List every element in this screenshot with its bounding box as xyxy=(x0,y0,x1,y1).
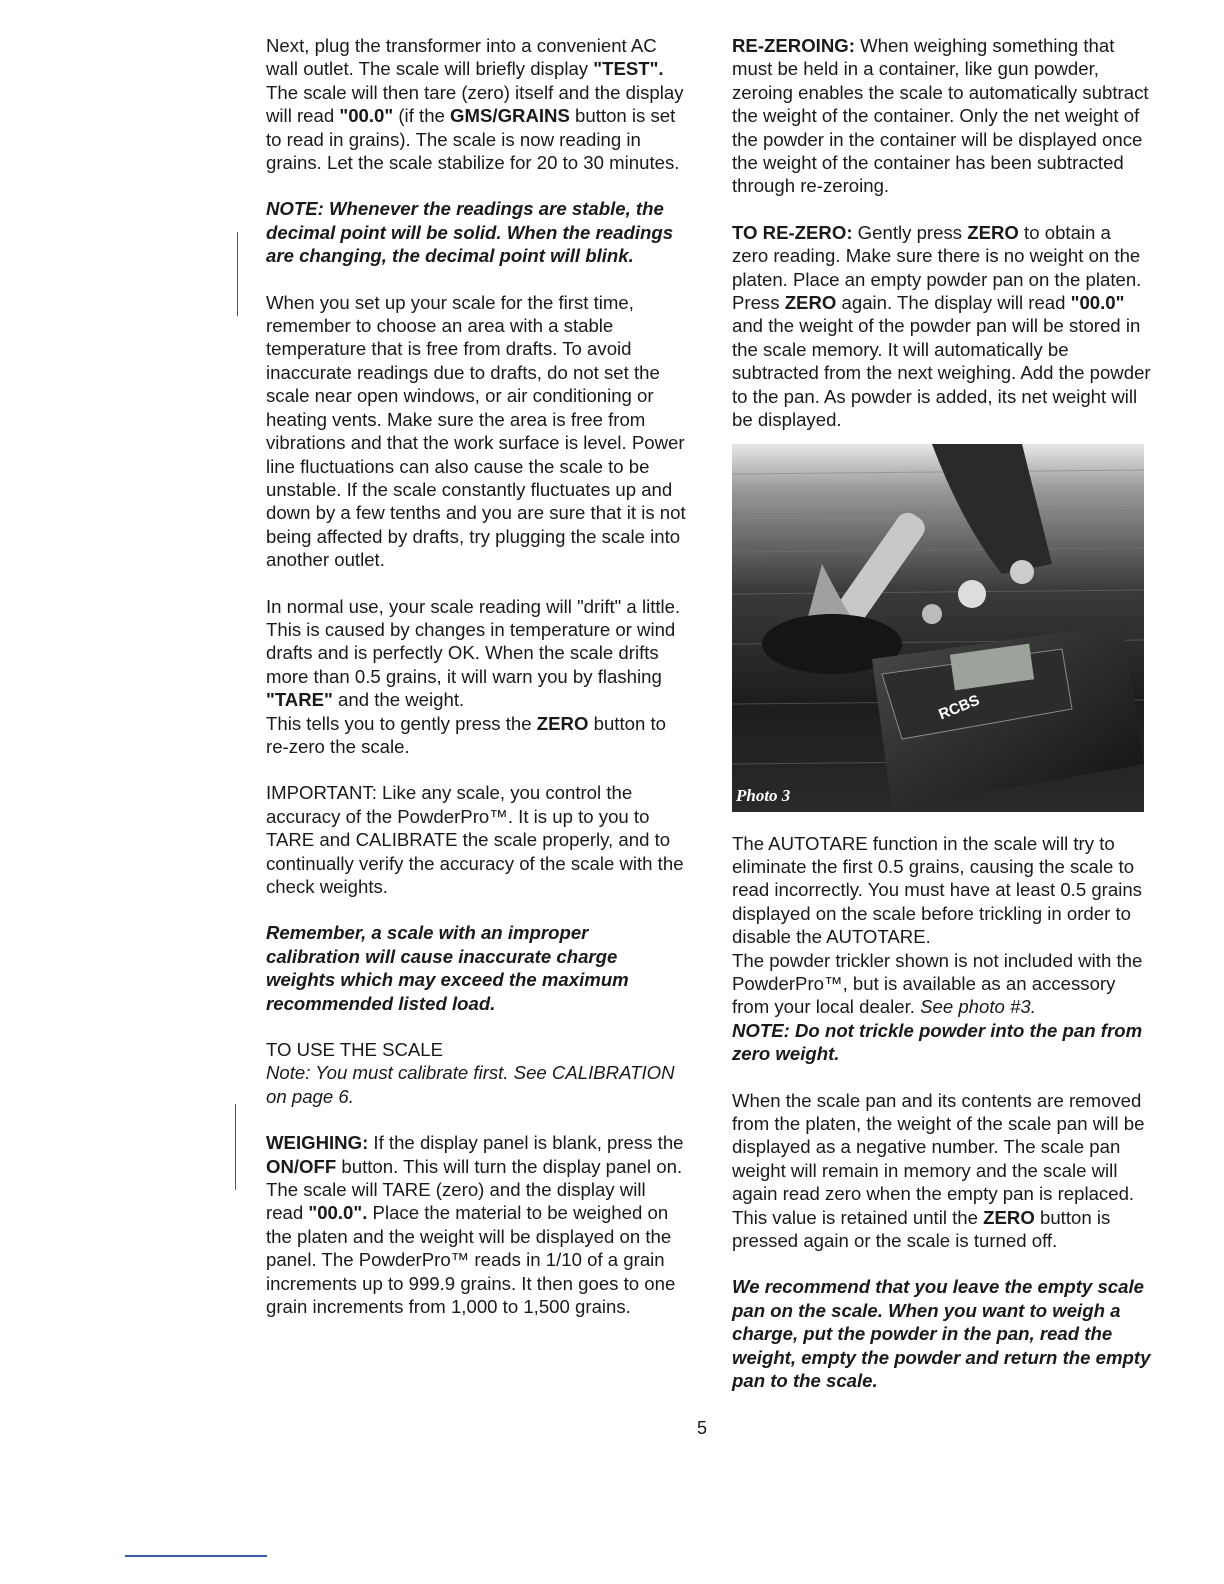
weighing-paragraph: WEIGHING: If the display panel is blank, press the ON/OFF button. This will turn the display panel on. The scale will TARE (zero) and the display will read "00.0". Place the material to be weighed on the platen and the weight will be displayed on the panel. The PowderPro™ reads in 1/10 of a grain increments up to 999.9 grains. It then goes to one grain increments from 1,000 to 1,500 grains. xyxy=(266,1132,684,1318)
trickle-note: NOTE: Do not trickle powder into the pan from zero weight. xyxy=(732,1019,1143,1065)
use-scale-heading: TO USE THE SCALE xyxy=(266,1039,444,1061)
trickler-paragraph: The powder trickler shown is not included with the PowderPro™, but is available as an accessory from your local dealer. See photo #3. xyxy=(732,949,1143,1018)
calibrate-first-note: Note: You must calibrate first. See CALIBRATION on page 6. xyxy=(266,1062,675,1107)
pan-removed-paragraph: When the scale pan and its contents are removed from the platen, the weight of the scale pan will be displayed as a negative number. The scale pan weight will remain in memory and the scale will again read zero when the empty pan is replaced. This value is retained until the ZERO button is pressed again or the scale is turned off. xyxy=(732,1089,1145,1251)
photo-brand-label: RCBS xyxy=(936,691,983,723)
autotare-paragraph: The AUTOTARE function in the scale will try to eliminate the first 0.5 grains, causing the scale to read incorrectly. You must have at least 0.5 grains displayed on the scale before trickling in order to disable the AUTOTARE. xyxy=(732,832,1142,948)
left-column xyxy=(266,34,686,1342)
page-number: 5 xyxy=(697,1418,708,1438)
scale-photo-illustration xyxy=(732,444,1144,812)
rezeroing-paragraph: RE-ZEROING: When weighing something that must be held in a container, like gun powder, zeroing enables the scale to automatically subtract the weight of the container. Only the net weight of the powder in the container will be displayed once the weight of the container has been subtracted through re-zeroing. xyxy=(732,35,1149,197)
right-column xyxy=(732,34,1152,1415)
calibration-warning: Remember, a scale with an improper calibration will cause inaccurate charge weights which may exceed the maximum recommended listed load. xyxy=(266,922,629,1014)
margin-bracket-top xyxy=(237,232,238,316)
decimal-point-note: NOTE: Whenever the readings are stable, the decimal point will be solid. When the readings are changing, the decimal point will blink. xyxy=(266,198,674,267)
setup-paragraph: Next, plug the transformer into a convenient AC wall outlet. The scale will briefly display "TEST". The scale will then tare (zero) itself and the display will read "00.0" (if the GMS/GRAINS button is set to read in grains). The scale is now reading in grains. Let the scale stabilize for 20 to 30 minutes. xyxy=(266,35,684,174)
location-paragraph: When you set up your scale for the first time, remember to choose an area with a stable temperature that is free from drafts. To avoid inaccurate readings due to drafts, do not set the scale near open windows, or air conditioning or heating vents. Make sure the area is free from vibrations and that the work surface is level. Power line fluctuations can also cause the scale to be unstable. If the scale constantly fluctuates up and down by a few tenths and you are sure that it is not being affected by drafts, try plugging the scale into another outlet. xyxy=(266,291,686,571)
recommendation-paragraph: We recommend that you leave the empty scale pan on the scale. When you want to weigh a charge, put the powder in the pan, read the weight, empty the powder and return the empty pan to the scale. xyxy=(732,1276,1151,1392)
footer-rule xyxy=(125,1555,267,1557)
to-rezero-paragraph: TO RE-ZERO: Gently press ZERO to obtain a zero reading. Make sure there is no weight on the platen. Place an empty powder pan on the platen. Press ZERO again. The display will read "00.0" and the weight of the powder pan will be stored in the scale memory. It will automatically be subtracted from the next weighing. Add the powder to the pan. As powder is added, its net weight will be displayed. xyxy=(732,221,1151,431)
rezero-hint-paragraph: This tells you to gently press the ZERO button to re-zero the scale. xyxy=(266,712,666,757)
drift-paragraph: In normal use, your scale reading will "drift" a little. This is caused by changes in temperature or wind drafts and is perfectly OK. When the scale drifts more than 0.5 grains, it will warn you by flashing "TARE" and the weight. xyxy=(266,595,681,711)
photo-caption: Photo 3 xyxy=(736,786,791,806)
important-paragraph: IMPORTANT: Like any scale, you control the accuracy of the PowderPro™. It is up to you to TARE and CALIBRATE the scale properly, and to continually verify the accuracy of the scale with the check weights. xyxy=(266,782,684,897)
scale-photo xyxy=(732,444,1144,812)
margin-bracket-bottom xyxy=(235,1104,236,1190)
